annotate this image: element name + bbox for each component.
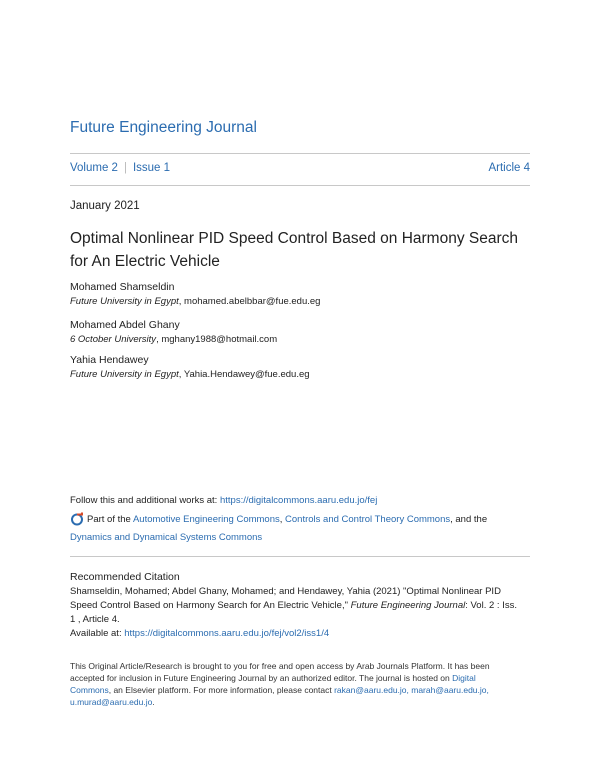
footer-line-1: This Original Article/Research is brought to you for free and open access by Arab Journals Platform. It has been bbox=[70, 661, 490, 671]
issue-link[interactable]: Issue 1 bbox=[132, 162, 171, 174]
citation-title: Speed Control Based on Harmony Search for An Electric Vehicle," bbox=[70, 600, 351, 611]
publication-date: January 2021 bbox=[70, 200, 140, 212]
author-affiliation: Future University in Egypt, mohamed.abelbbar@fue.edu.eg bbox=[70, 296, 321, 307]
follow-link[interactable]: https://digitalcommons.aaru.edu.jo/fej bbox=[219, 495, 378, 506]
author-email: mghany1988@hotmail.com bbox=[161, 334, 278, 345]
divider-citation bbox=[70, 556, 530, 557]
author-name: Yahia Hendawey bbox=[70, 354, 149, 366]
divider-top bbox=[70, 153, 530, 154]
commons-link-controls[interactable]: Controls and Control Theory Commons bbox=[285, 514, 451, 525]
citation-text bbox=[70, 585, 540, 641]
part-of-line-2 bbox=[70, 532, 262, 543]
follow-prefix: Follow this and additional works at: bbox=[70, 495, 220, 506]
article-url-link[interactable]: https://digitalcommons.aaru.edu.jo/fej/vol2/iss1/4 bbox=[124, 628, 330, 639]
volume-link[interactable]: Volume 2 bbox=[70, 162, 118, 174]
citation-journal: Future Engineering Journal bbox=[350, 600, 466, 611]
commons-link-dynamics[interactable]: Dynamics and Dynamical Systems Commons bbox=[70, 532, 263, 543]
footer-text-2: , an Elsevier platform. For more information, please contact bbox=[108, 685, 335, 695]
commons-link-automotive[interactable]: Automotive Engineering Commons bbox=[132, 514, 280, 525]
part-of-line bbox=[87, 514, 487, 525]
footer-end: . bbox=[152, 697, 155, 707]
journal-title[interactable]: Future Engineering Journal bbox=[70, 119, 257, 136]
author-affiliation: 6 October University, mghany1988@hotmail.com bbox=[70, 334, 278, 345]
part-of-separator: , bbox=[279, 514, 286, 525]
follow-line bbox=[70, 495, 377, 506]
open-access-icon bbox=[70, 512, 84, 526]
article-link[interactable]: Article 4 bbox=[488, 162, 530, 174]
affiliation-name: Future University in Egypt bbox=[70, 296, 179, 307]
author-email: mohamed.abelbbar@fue.edu.eg bbox=[184, 296, 321, 307]
footer-line-4 bbox=[70, 696, 540, 708]
affiliation-name: 6 October University bbox=[70, 334, 157, 345]
citation-line-1: Shamseldin, Mohamed; Abdel Ghany, Mohamed; and Hendawey, Yahia (2021) "Optimal Nonlinear PID bbox=[70, 586, 501, 597]
affiliation-name: Future University in Egypt bbox=[70, 369, 179, 380]
recommended-citation-heading: Recommended Citation bbox=[70, 571, 180, 583]
footer-line-3 bbox=[70, 684, 540, 696]
citation-volume: : Vol. 2 : Iss. bbox=[465, 600, 517, 611]
contact-email-link-2[interactable]: u.murad@aaru.edu.jo bbox=[70, 697, 153, 707]
footer-text: accepted for inclusion in Future Engineering Journal by an authorized editor. The journal is hosted on bbox=[70, 673, 453, 683]
author-affiliation: Future University in Egypt, Yahia.Hendawey@fue.edu.eg bbox=[70, 369, 310, 380]
part-of-prefix: Part of the bbox=[87, 514, 133, 525]
title-line-2: for An Electric Vehicle bbox=[70, 253, 220, 270]
part-of-suffix: , and the bbox=[450, 514, 488, 525]
divider-issue bbox=[70, 185, 530, 186]
citation-line-2 bbox=[70, 599, 540, 613]
available-prefix: Available at: bbox=[70, 628, 125, 639]
author-name: Mohamed Shamseldin bbox=[70, 281, 175, 293]
article-title bbox=[70, 227, 540, 273]
breadcrumb-separator: | bbox=[123, 162, 127, 174]
citation-line-3: 1 , Article 4. bbox=[70, 614, 120, 625]
digital-commons-link[interactable]: Digital bbox=[452, 673, 476, 683]
author-name: Mohamed Abdel Ghany bbox=[70, 319, 180, 331]
footer-notice bbox=[70, 660, 540, 708]
title-line-1: Optimal Nonlinear PID Speed Control Based on Harmony Search bbox=[70, 230, 519, 247]
issue-breadcrumb bbox=[70, 162, 530, 178]
citation-available bbox=[70, 627, 540, 641]
contact-email-link[interactable]: rakan@aaru.edu.jo, marah@aaru.edu.jo, bbox=[334, 685, 489, 695]
footer-line-2 bbox=[70, 672, 540, 684]
author-email: Yahia.Hendawey@fue.edu.eg bbox=[183, 369, 310, 380]
digital-commons-link-2[interactable]: Commons bbox=[70, 685, 109, 695]
